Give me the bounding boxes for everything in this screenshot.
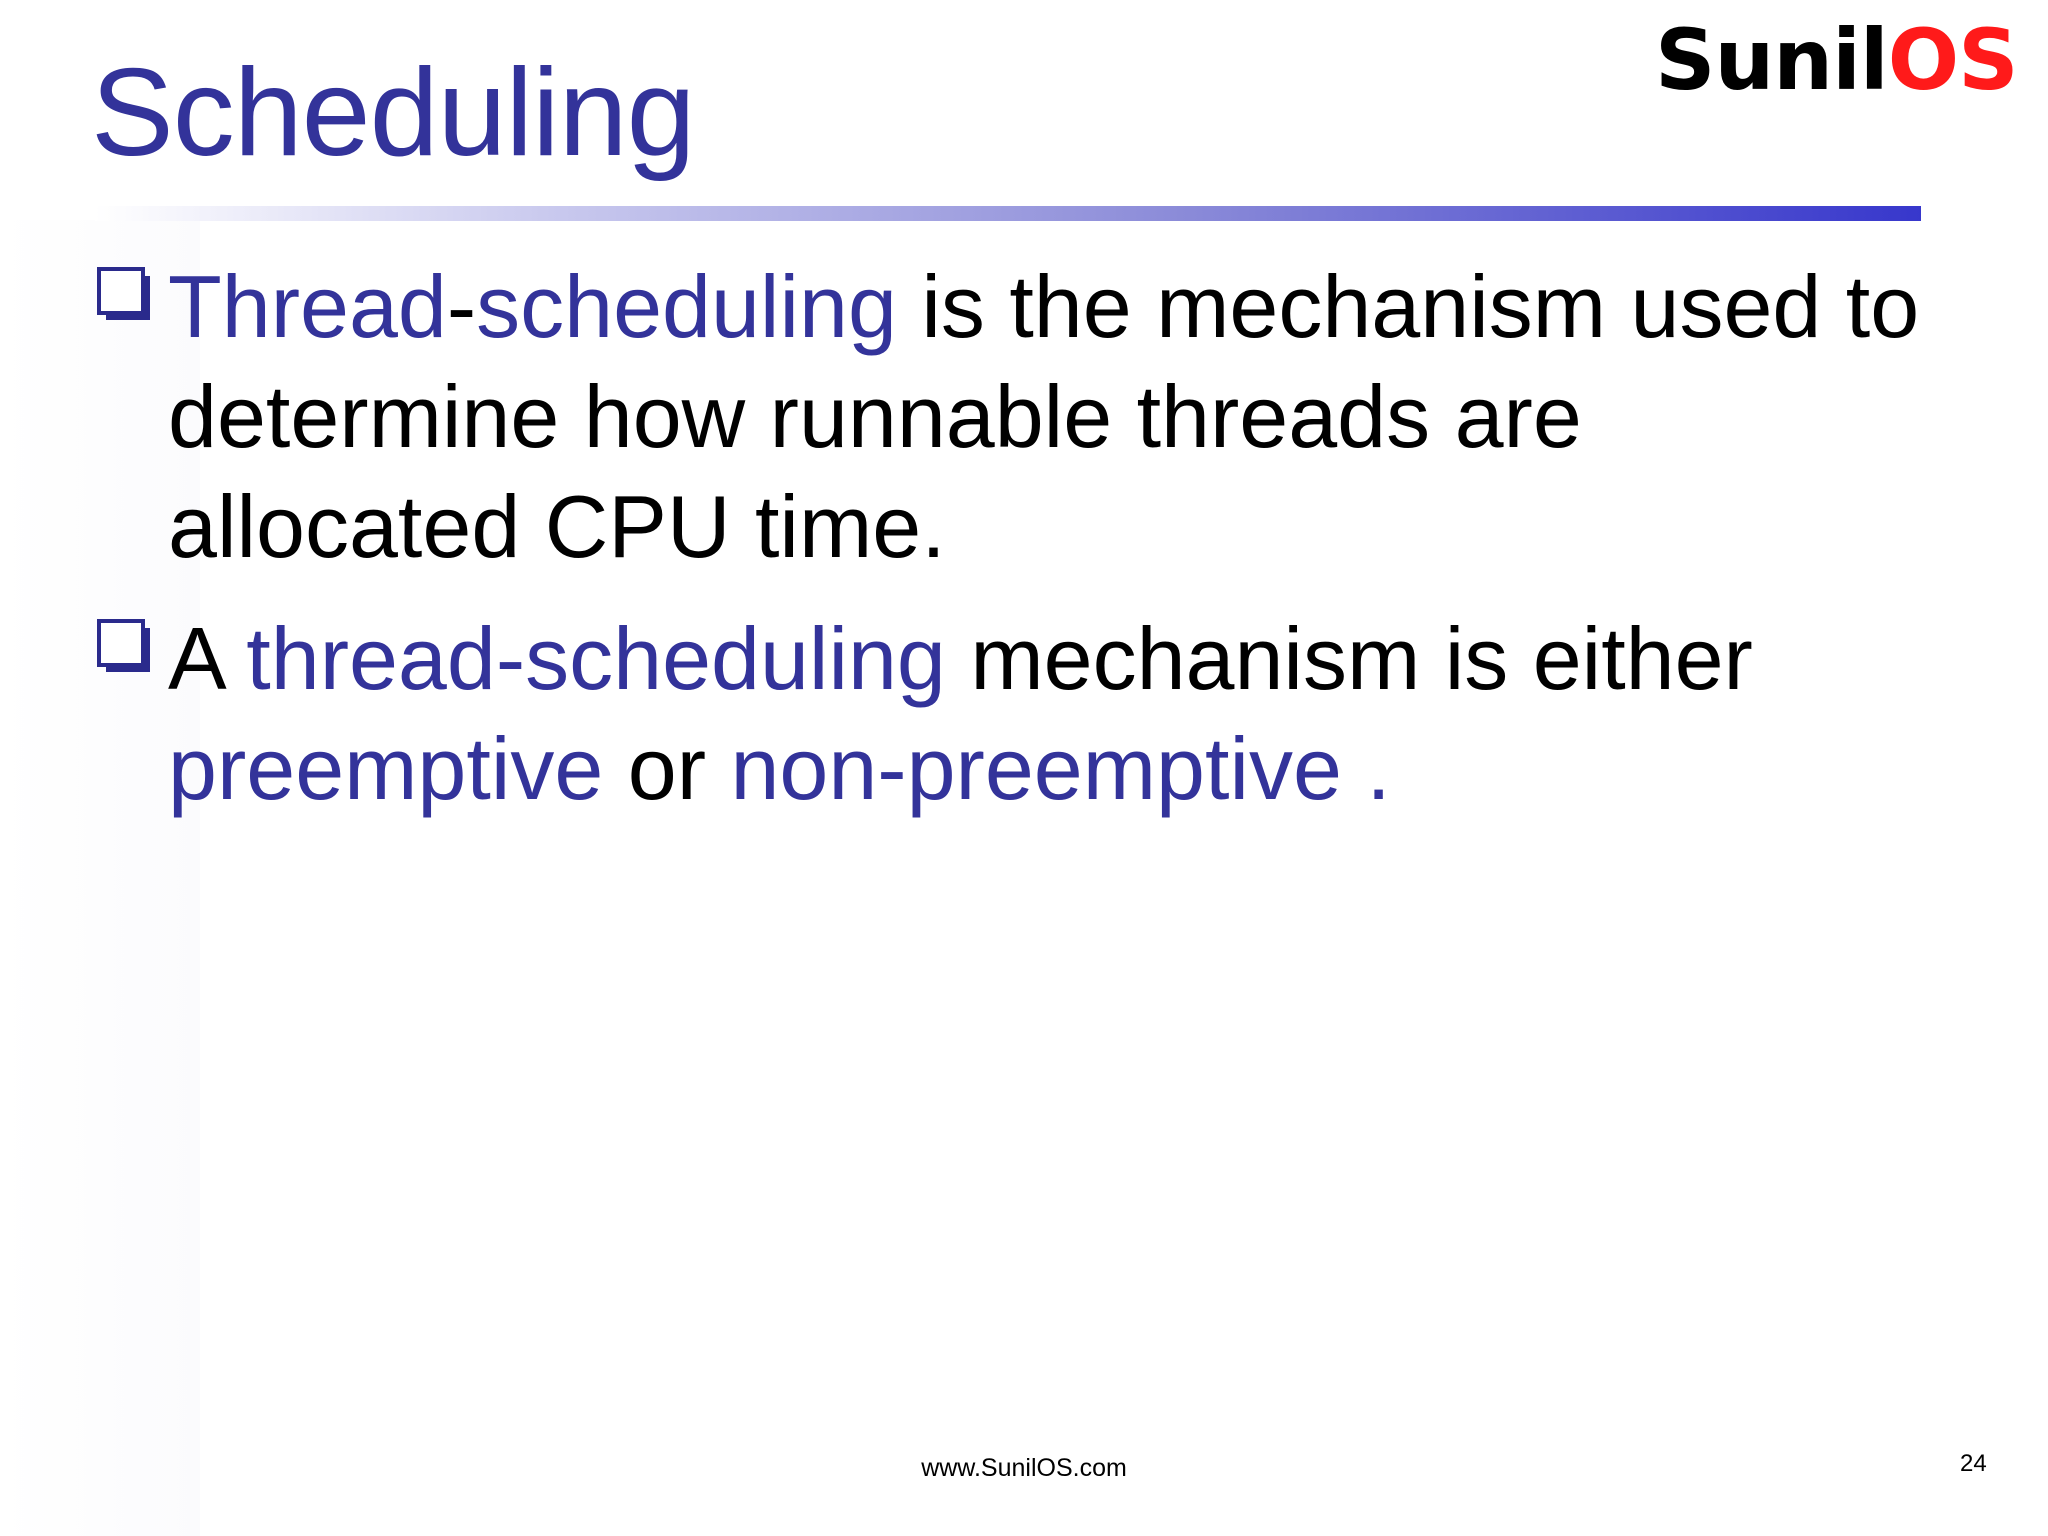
page-number: 24 [1960,1450,1987,1477]
term-preemptive: preemptive [168,719,604,818]
bullet-text: is the mechanism used to determine how runnable threads are allocated CPU time. [168,257,1920,576]
bullet-list [96,252,1946,846]
bullet-text: A [168,609,247,708]
slide-title: Scheduling [91,44,695,182]
term-thread-scheduling: thread-scheduling [246,609,946,708]
title-divider [95,206,1921,221]
hollow-square-bullet-icon [96,266,152,322]
bullet-item-1 [96,252,1946,582]
hyphen: - [446,257,477,356]
logo-text-os: OS [1887,11,2018,109]
bullet-text: mechanism is either [945,609,1753,708]
term-non-preemptive: non-preemptive [730,719,1342,818]
hollow-square-bullet-icon [96,618,152,674]
term-thread: Thread [168,257,447,356]
footer-url: www.SunilOS.com [921,1454,1127,1482]
bullet-text: or [603,719,731,818]
bullet-item-2 [96,604,1946,824]
period: . [1341,719,1391,818]
logo-text-sunil: Sunil [1655,11,1888,109]
logo [1655,10,2018,110]
term-scheduling: scheduling [476,257,897,356]
